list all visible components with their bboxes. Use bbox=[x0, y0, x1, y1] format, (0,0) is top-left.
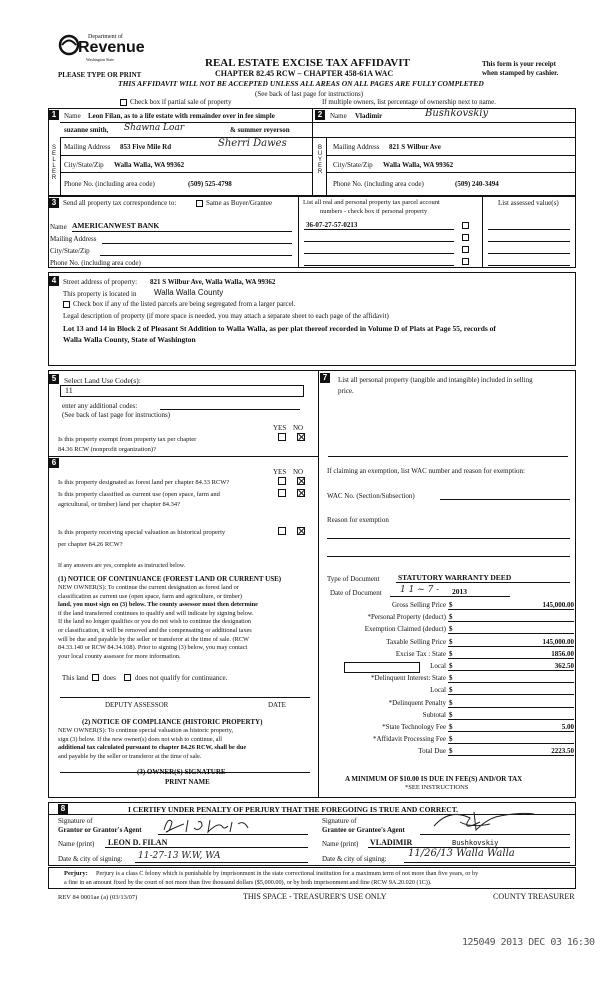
tax-row-currency: $ bbox=[449, 735, 453, 744]
tax-row-currency: $ bbox=[449, 637, 453, 646]
dept-logo-text: Revenue bbox=[78, 39, 145, 56]
grantor-sig-label-1: Signature of bbox=[58, 817, 93, 825]
form-title: REAL ESTATE EXCISE TAX AFFIDAVIT bbox=[205, 57, 410, 69]
tax-row-label: Taxable Selling Price bbox=[386, 637, 446, 646]
tax-row-currency: $ bbox=[449, 686, 453, 695]
current-use-no-checkbox[interactable] bbox=[297, 489, 305, 497]
does-not-label: does not qualify for continuance. bbox=[135, 674, 228, 682]
section-6-number: 6 bbox=[49, 458, 59, 468]
tax-row-label: Exemption Claimed (deduct) bbox=[364, 625, 446, 634]
does-label: does bbox=[103, 674, 116, 682]
grantor-date-hand: 11-27-13 W.W, WA bbox=[138, 851, 221, 861]
section-1-number: 1 bbox=[49, 110, 59, 120]
land-use-code-value: 11 bbox=[65, 386, 73, 395]
legal-description-2: Walla Walla County, State of Washington bbox=[63, 335, 196, 344]
exempt-question-2: 84.36 RCW (nonprofit organization)? bbox=[58, 446, 156, 453]
personal-property-label-1: List all personal property (tangible and intangible) included in selling bbox=[338, 376, 533, 384]
street-address-value: 821 S Wilbur Ave, Walla Walla, WA 99362 bbox=[150, 278, 276, 286]
notice-line: 84.33.140 or RCW 84.34.108). Prior to signing (3) below, you may contact bbox=[58, 644, 248, 652]
parcel-3-personal-checkbox[interactable] bbox=[462, 246, 469, 253]
segregated-checkbox[interactable] bbox=[63, 301, 70, 308]
seller-name-value: Leon Filan, as to a life estate with remainder over in fee simple bbox=[88, 112, 275, 120]
section6-no-header: NO bbox=[293, 468, 304, 476]
buyer-name-hand: Bushkovskiy bbox=[425, 108, 489, 119]
section-4-number: 4 bbox=[49, 276, 59, 286]
treasurer-space-label: THIS SPACE - TREASURER'S USE ONLY bbox=[243, 892, 387, 901]
seller-address-label: Mailing Address bbox=[64, 143, 111, 151]
tax-row-label: Subtotal bbox=[422, 710, 446, 719]
grantee-sig-label-2: Grantee or Grantee's Agent bbox=[322, 826, 405, 834]
section-3-number: 3 bbox=[49, 198, 59, 208]
located-value: Walla Walla County bbox=[154, 288, 224, 297]
grantee-date-label: Date & city of signing: bbox=[322, 855, 387, 863]
buyer-phone-value: (509) 240-3494 bbox=[455, 180, 499, 188]
historic-no-checkbox[interactable] bbox=[297, 527, 305, 535]
seller-address-value: 853 Five Mile Rd bbox=[120, 143, 172, 151]
grantor-date-label: Date & city of signing: bbox=[58, 855, 123, 863]
multiple-owners-note: If multiple owners, list percentage of ownership next to name. bbox=[322, 98, 496, 106]
tax-row-currency: $ bbox=[449, 747, 453, 756]
buyer-address-value: 821 S Wilbur Ave bbox=[389, 143, 441, 151]
tax-row-currency: $ bbox=[449, 613, 453, 622]
perjury-title: Perjury: bbox=[64, 870, 88, 877]
forest-land-no-checkbox[interactable] bbox=[297, 477, 305, 485]
notice-line: NEW OWNER(S): To continue the current designation as forest land or bbox=[58, 584, 239, 591]
tax-row-label: Local bbox=[430, 662, 446, 670]
buyer-side-label: B U Y E R bbox=[317, 145, 323, 175]
tax-row-label: Excise Tax : State bbox=[395, 649, 446, 658]
notice-line: If the land no longer qualifies or you do not wish to continue the designation bbox=[58, 618, 252, 626]
receipt-note-2: when stamped by cashier. bbox=[482, 69, 559, 77]
legal-description-label: Legal description of property (if more space is needed, you may attach a separate sheet to each page of the affidavit) bbox=[63, 312, 389, 320]
personal-property-label-2: price. bbox=[338, 387, 354, 395]
treasurer-stamp: 125049 2013 DEC 03 16:30 bbox=[462, 937, 595, 948]
buyer-name-value: Vladimir bbox=[355, 112, 383, 120]
tax-row-currency: $ bbox=[449, 674, 453, 683]
correspondence-address-label: Mailing Address bbox=[50, 235, 97, 243]
land-use-code-field[interactable] bbox=[60, 385, 304, 397]
notice-line: land, you must sign on (3) below. The county assessor must then determine bbox=[58, 601, 258, 609]
historic-question-1: Is this property receiving special valuation as historical property bbox=[58, 529, 226, 536]
buyer-phone-label: Phone No. (including area code) bbox=[333, 180, 424, 188]
same-as-buyer-label: Same as Buyer/Grantee bbox=[206, 199, 273, 207]
grantee-name-hand: Bushkovskiy bbox=[452, 839, 499, 847]
tax-row-currency: $ bbox=[449, 723, 453, 731]
tax-row-label: *Delinquent Interest: State bbox=[370, 674, 446, 683]
parcel-4-personal-checkbox[interactable] bbox=[462, 258, 469, 265]
seller-name-line2b: & summer reyerson bbox=[230, 126, 290, 134]
dept-line1: Department of bbox=[88, 34, 123, 40]
doc-type-label: Type of Document bbox=[327, 575, 380, 583]
see-back-note: (See back of last page for instructions) bbox=[255, 90, 364, 98]
correspondence-city-label: City/State/Zip bbox=[50, 247, 90, 255]
notice-line: your local county assessor for more information. bbox=[58, 652, 181, 660]
form-warning: THIS AFFIDAVIT WILL NOT BE ACCEPTED UNLESS ALL AREAS ON ALL PAGES ARE FULLY COMPLETED bbox=[118, 79, 484, 88]
section-7-number: 7 bbox=[320, 373, 330, 383]
tax-row-value: 5.00 bbox=[561, 723, 574, 731]
print-name-label: PRINT NAME bbox=[165, 778, 210, 786]
tax-row-value: 1856.00 bbox=[551, 649, 574, 658]
tax-row-currency: $ bbox=[449, 710, 453, 719]
buyer-city-value: Walla Walla, WA 99362 bbox=[383, 161, 454, 169]
seller-city-value: Walla Walla, WA 99362 bbox=[114, 161, 185, 169]
same-as-buyer-checkbox[interactable] bbox=[196, 200, 203, 207]
current-use-question-2: agricultural, or timber) land per chapter 84.34? bbox=[58, 501, 181, 508]
tax-row-value: 145,000.00 bbox=[542, 601, 574, 609]
grantee-name-value: VLADIMIR bbox=[370, 838, 413, 847]
tax-row-currency: $ bbox=[449, 698, 453, 707]
notice-line: if the land transferred continues to qualify and will indicate by signing below. bbox=[58, 609, 254, 617]
grantor-signature bbox=[158, 814, 258, 836]
perjury-line-1: Perjury is a class C felony which is punishable by imprisonment in the state correctional institution for a maximum term of not more than five years, or by bbox=[96, 870, 479, 877]
tax-row-currency: $ bbox=[449, 662, 453, 670]
notice-line: and payable by the seller or transferor at the time of sale. bbox=[58, 752, 202, 760]
section-5-number: 5 bbox=[49, 374, 59, 384]
tax-row-label: Local bbox=[430, 686, 446, 695]
tax-row-label: *Affidavit Processing Fee bbox=[373, 735, 446, 744]
section5-no-header: NO bbox=[293, 424, 304, 432]
local-rate-box bbox=[344, 662, 420, 673]
seller-side-label: S E L L E R bbox=[51, 145, 57, 181]
seller-name-hand: Shawna Loar bbox=[124, 123, 185, 133]
seller-phone-value: (509) 525-4798 bbox=[188, 180, 232, 188]
tax-row-label: Gross Selling Price bbox=[391, 601, 446, 609]
grantor-sig-label-2: Grantor or Grantor's Agent bbox=[58, 826, 142, 834]
notice-line: sign (3) below. If the new owner(s) does not wish to continue, all bbox=[58, 735, 222, 743]
legal-description-1: Lot 13 and 14 in Block 2 of Pleasant St Addition to Walla Walla, as per plat thereof recorded in Volume D of Plats at Page 55, records of bbox=[63, 324, 496, 333]
parcel-header-2: numbers - check box if personal property bbox=[320, 208, 428, 215]
notice-line: NEW OWNER(S): To continue special valuation as historic property, bbox=[58, 727, 234, 734]
correspondence-name-value: AMERICANWEST BANK bbox=[72, 221, 160, 230]
tax-row-label: *Personal Property (deduct) bbox=[367, 613, 446, 622]
assessed-header: List assessed value(s) bbox=[498, 199, 559, 207]
seller-city-label: City/State/Zip bbox=[64, 161, 104, 169]
notice-continuance-title: (1) NOTICE OF CONTINUANCE (FOREST LAND OR CURRENT USE) bbox=[58, 575, 282, 583]
doc-date-year: 2013 bbox=[452, 587, 467, 596]
grantee-sig-label-1: Signature of bbox=[322, 817, 357, 825]
form-chapter: CHAPTER 82.45 RCW – CHAPTER 458-61A WAC bbox=[215, 69, 394, 78]
correspondence-phone-label: Phone No. (including area code) bbox=[50, 259, 141, 267]
additional-codes-label: enter any additional codes: bbox=[62, 402, 138, 410]
this-land-label: This land bbox=[62, 674, 89, 682]
see-instructions-note: *SEE INSTRUCTIONS bbox=[405, 784, 469, 791]
current-use-yes-checkbox[interactable] bbox=[278, 489, 286, 497]
current-use-question-1: Is this property classified as current use (open space, farm and bbox=[58, 491, 220, 498]
section-2-number: 2 bbox=[315, 110, 325, 120]
tax-row-label: *State Technology Fee bbox=[382, 723, 446, 731]
seller-phone-label: Phone No. (including area code) bbox=[64, 180, 155, 188]
parcel-header-1: List all real and personal property tax parcel account bbox=[303, 199, 440, 206]
tax-row-label: *Delinquent Penalty bbox=[388, 698, 446, 707]
buyer-city-label: City/State/Zip bbox=[333, 161, 373, 169]
partial-sale-checkbox[interactable] bbox=[120, 99, 127, 106]
tax-row-value: 362.50 bbox=[554, 662, 574, 670]
receipt-note-1: This form is your receipt bbox=[482, 60, 557, 68]
does-qualify-checkbox[interactable] bbox=[92, 674, 99, 681]
parcel-1-personal-checkbox[interactable] bbox=[462, 222, 469, 229]
land-use-see-back: (See back of last page for instructions) bbox=[62, 411, 171, 419]
exemption-label: If claiming an exemption, list WAC number and reason for exemption: bbox=[327, 467, 525, 475]
tax-correspondence-label: Send all property tax correspondence to: bbox=[63, 199, 177, 207]
grantee-name-label: Name (print) bbox=[322, 840, 359, 848]
owner-signature-label: (3) OWNER(S) SIGNATURE bbox=[137, 768, 226, 776]
seller-name-label: Name bbox=[64, 112, 81, 120]
doc-date-hand: 1 1 ~ 7 - bbox=[400, 585, 440, 595]
tax-row-currency: $ bbox=[449, 601, 453, 609]
notice-line: will be due and payable by the seller or transferor at the time of sale. (RCW bbox=[58, 635, 249, 643]
assessor-date-label: DATE bbox=[268, 701, 286, 709]
tax-row-currency: $ bbox=[449, 649, 453, 658]
parcel-2-personal-checkbox[interactable] bbox=[462, 234, 469, 241]
dor-logo-icon bbox=[58, 34, 80, 56]
section6-yes-header: YES bbox=[273, 468, 287, 476]
minimum-fee-note: A MINIMUM OF $10.00 IS DUE IN FEE(S) AND/OR TAX bbox=[345, 775, 523, 783]
wac-number-label: WAC No. (Section/Subsection) bbox=[327, 492, 415, 500]
notice-line: or classification, it will be removed and the compensating or additional taxes bbox=[58, 627, 252, 634]
buyer-address-label: Mailing Address bbox=[333, 143, 380, 151]
exempt-yes-checkbox[interactable] bbox=[278, 433, 286, 441]
section5-yes-header: YES bbox=[273, 424, 287, 432]
county-treasurer-label: COUNTY TREASURER bbox=[493, 892, 575, 901]
deputy-assessor-label: DEPUTY ASSESSOR bbox=[105, 701, 169, 709]
exempt-no-checkbox[interactable] bbox=[297, 433, 305, 441]
perjury-line-2: a fine in an amount fixed by the court of not more than five thousand dollars ($5,000.00), or by both imprisonment and fine (RCW 9A.20.020 (1C)). bbox=[64, 879, 432, 886]
forest-land-yes-checkbox[interactable] bbox=[278, 477, 286, 485]
exempt-question-1: Is this property exempt from property tax per chapter bbox=[58, 436, 197, 443]
print-note: PLEASE TYPE OR PRINT bbox=[58, 71, 142, 79]
tax-row-currency: $ bbox=[449, 625, 453, 634]
exemption-reason-label: Reason for exemption bbox=[327, 516, 389, 524]
notice-compliance-title: (2) NOTICE OF COMPLIANCE (HISTORIC PROPERTY) bbox=[82, 718, 263, 726]
grantor-name-label: Name (print) bbox=[58, 840, 95, 848]
dept-logo bbox=[58, 30, 145, 70]
dept-state: Washington State bbox=[86, 57, 115, 62]
form-number: REV 84 0001ae (a) (03/13/07) bbox=[58, 894, 138, 901]
doc-date-label: Date of Document bbox=[330, 589, 382, 597]
notice-line: additional tax calculated pursuant to chapter 84.26 RCW, shall be due bbox=[58, 744, 247, 752]
land-use-label: Select Land Use Code(s): bbox=[64, 376, 141, 385]
tax-row-value: 2223.50 bbox=[551, 747, 574, 756]
historic-yes-checkbox[interactable] bbox=[278, 527, 286, 535]
certify-statement: I CERTIFY UNDER PENALTY OF PERJURY THAT THE FOREGOING IS TRUE AND CORRECT. bbox=[128, 805, 459, 814]
seller-address-hand: Sherri Dawes bbox=[218, 138, 287, 149]
tax-row-label: Total Due bbox=[418, 747, 446, 756]
forest-land-question: Is this property designated as forest land per chapter 84.33 RCW? bbox=[58, 479, 230, 486]
parcel-number-value: 36-07-27-57-0213 bbox=[306, 221, 358, 229]
segregated-label: Check box if any of the listed parcels are being segregated from a larger parcel. bbox=[73, 300, 296, 308]
buyer-name-label: Name bbox=[330, 112, 347, 120]
doc-type-value: STATUTORY WARRANTY DEED bbox=[398, 573, 512, 582]
street-address-label: Street address of property: bbox=[63, 278, 138, 286]
grantee-signature bbox=[430, 808, 540, 834]
correspondence-name-label: Name bbox=[50, 223, 67, 231]
if-yes-note: If any answers are yes, complete as instructed below. bbox=[58, 563, 186, 569]
historic-question-2: per chapter 84.26 RCW? bbox=[58, 541, 123, 548]
partial-sale-label: Check box if partial sale of property bbox=[130, 98, 232, 106]
grantee-date-hand: 11/26/13 Walla Walla bbox=[408, 848, 515, 859]
tax-row-value: 145,000.00 bbox=[542, 637, 574, 646]
notice-line: classification as current use (open space, farm and agriculture, or timber) bbox=[58, 592, 242, 600]
located-label: This property is located in bbox=[63, 290, 137, 298]
grantor-name-value: LEON D. FILAN bbox=[108, 838, 168, 847]
seller-name-line2: suzanne smith, bbox=[64, 126, 109, 134]
section-8-number: 8 bbox=[58, 804, 68, 814]
does-not-qualify-checkbox[interactable] bbox=[124, 674, 131, 681]
